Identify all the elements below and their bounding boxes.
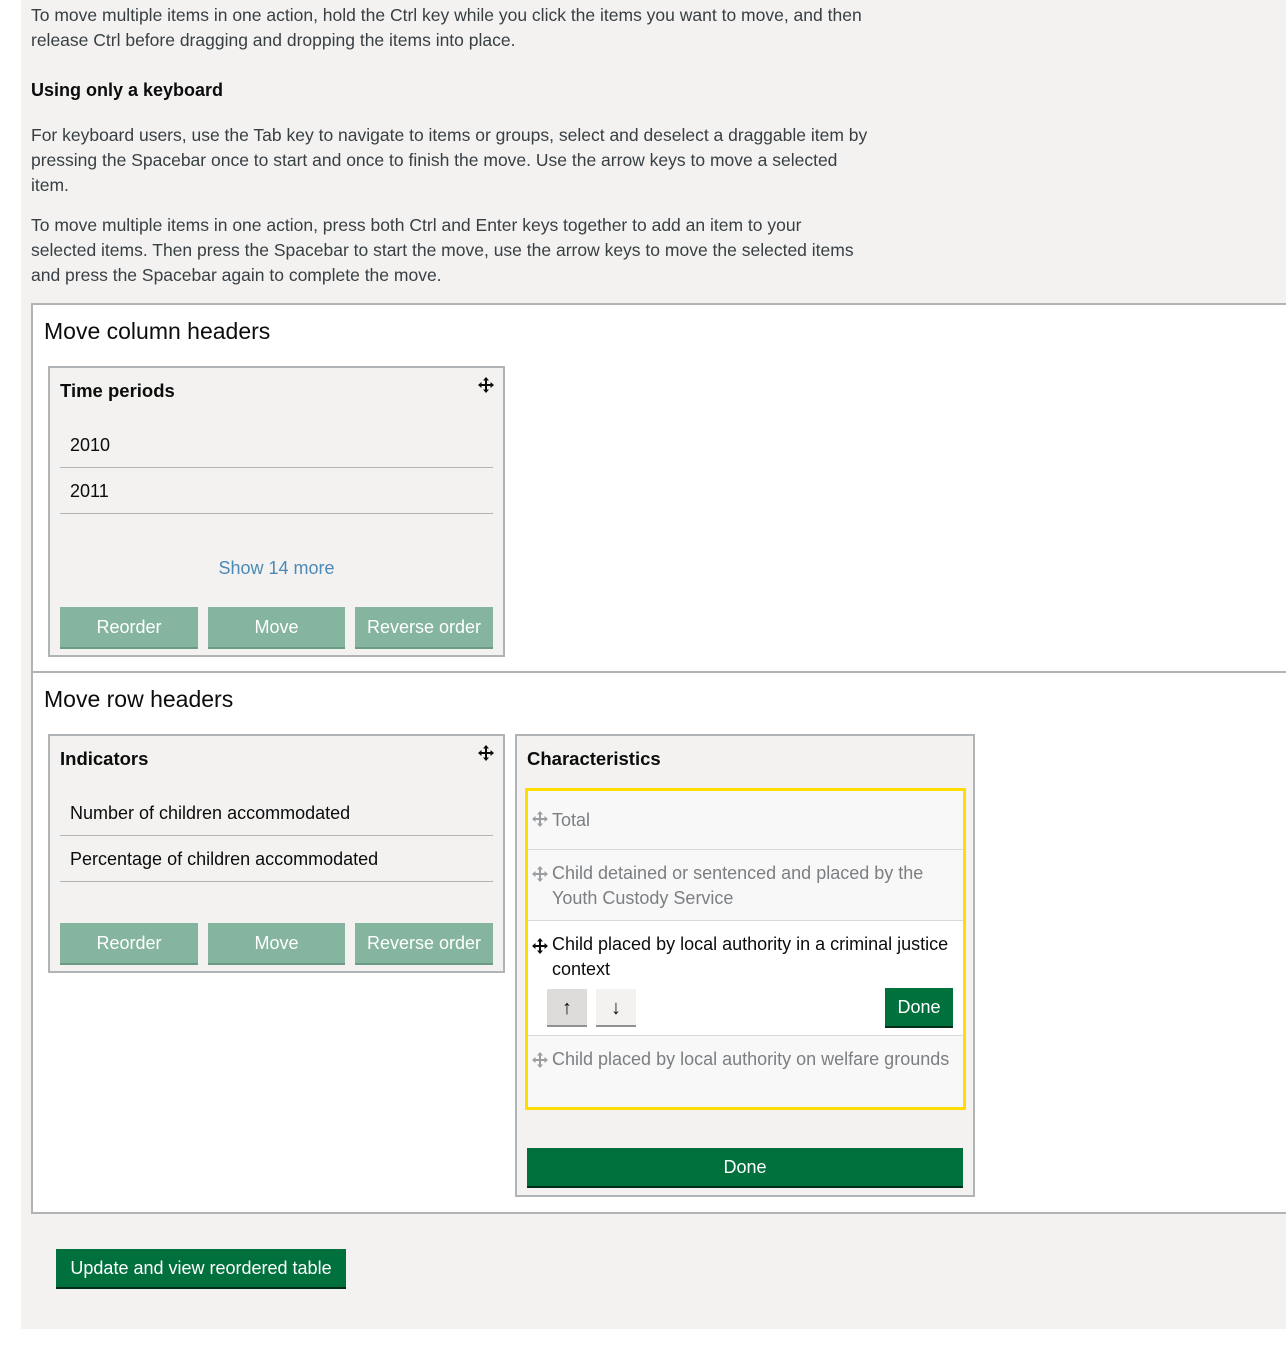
ctrl-click-instructions: To move multiple items in one action, hold the Ctrl key while you click the items you want to move, and then release Ctrl before dragging and dropping the items into place. xyxy=(31,5,862,50)
drag-handle-icon xyxy=(532,866,548,882)
move-group-icon[interactable] xyxy=(478,377,494,393)
move-up-button[interactable] xyxy=(547,989,587,1027)
move-button[interactable]: Move xyxy=(208,923,345,963)
selected-list-item[interactable] xyxy=(528,921,963,1036)
update-table-button[interactable]: Update and view reordered table xyxy=(56,1249,346,1287)
drag-handle-icon xyxy=(532,1052,548,1068)
group-title: Indicators xyxy=(60,748,149,769)
row-headers-fieldset xyxy=(31,671,1286,1214)
list-item-label: Child placed by local authority in a criminal justice context xyxy=(552,934,949,979)
group-done-button[interactable]: Done xyxy=(527,1148,963,1186)
group-button-row xyxy=(60,923,493,963)
time-periods-group[interactable] xyxy=(48,366,505,657)
column-headers-fieldset xyxy=(31,303,1286,673)
keyboard-instructions: For keyboard users, use the Tab key to navigate to items or groups, select and deselect a draggable item by pressing the Spacebar once to start and once to finish the move. Use the arrow keys to move a selected item. xyxy=(31,125,868,195)
show-more-link[interactable]: Show 14 more xyxy=(218,558,335,578)
list-item-label: Child detained or sentenced and placed by the Youth Custody Service xyxy=(552,863,924,908)
characteristics-group[interactable] xyxy=(515,734,975,1197)
list-item[interactable]: 2011 xyxy=(60,468,493,514)
drag-handle-icon xyxy=(532,811,548,827)
list-item[interactable]: Percentage of children accommodated xyxy=(60,836,493,882)
row-headers-legend: Move row headers xyxy=(44,686,234,712)
column-headers-legend: Move column headers xyxy=(44,318,271,344)
list-item[interactable] xyxy=(528,1036,963,1107)
keyboard-heading: Using only a keyboard xyxy=(31,80,224,100)
move-down-button[interactable] xyxy=(596,989,636,1027)
list-item[interactable] xyxy=(528,850,963,921)
move-button[interactable]: Move xyxy=(208,607,345,647)
list-item[interactable] xyxy=(528,791,963,850)
list-item[interactable]: 2010 xyxy=(60,422,493,468)
group-title: Characteristics xyxy=(527,748,661,769)
reorder-button[interactable]: Reorder xyxy=(60,923,198,963)
indicators-group[interactable] xyxy=(48,734,505,973)
list-item[interactable]: Number of children accommodated xyxy=(60,790,493,836)
reverse-order-button[interactable]: Reverse order xyxy=(355,607,493,647)
group-button-row xyxy=(60,607,493,647)
arrow-down-icon: ↓ xyxy=(611,997,621,1019)
item-done-button[interactable]: Done xyxy=(885,988,953,1026)
list-item-label: Child placed by local authority on welfare grounds xyxy=(552,1049,950,1069)
reverse-order-button[interactable]: Reverse order xyxy=(355,923,493,963)
reorder-button[interactable]: Reorder xyxy=(60,607,198,647)
group-title: Time periods xyxy=(60,380,175,401)
move-group-icon[interactable] xyxy=(478,745,494,761)
keyboard-multi-instructions: To move multiple items in one action, press both Ctrl and Enter keys together to add an item to your selected items. Then press the Spacebar to start the move, use the arrow keys to move the selected items and press the Spacebar again to complete the move. xyxy=(31,215,854,285)
list-item-label: Total xyxy=(552,810,591,830)
arrow-up-icon: ↑ xyxy=(562,997,572,1019)
characteristics-droppable-list xyxy=(525,788,966,1110)
drag-handle-icon xyxy=(532,938,548,954)
